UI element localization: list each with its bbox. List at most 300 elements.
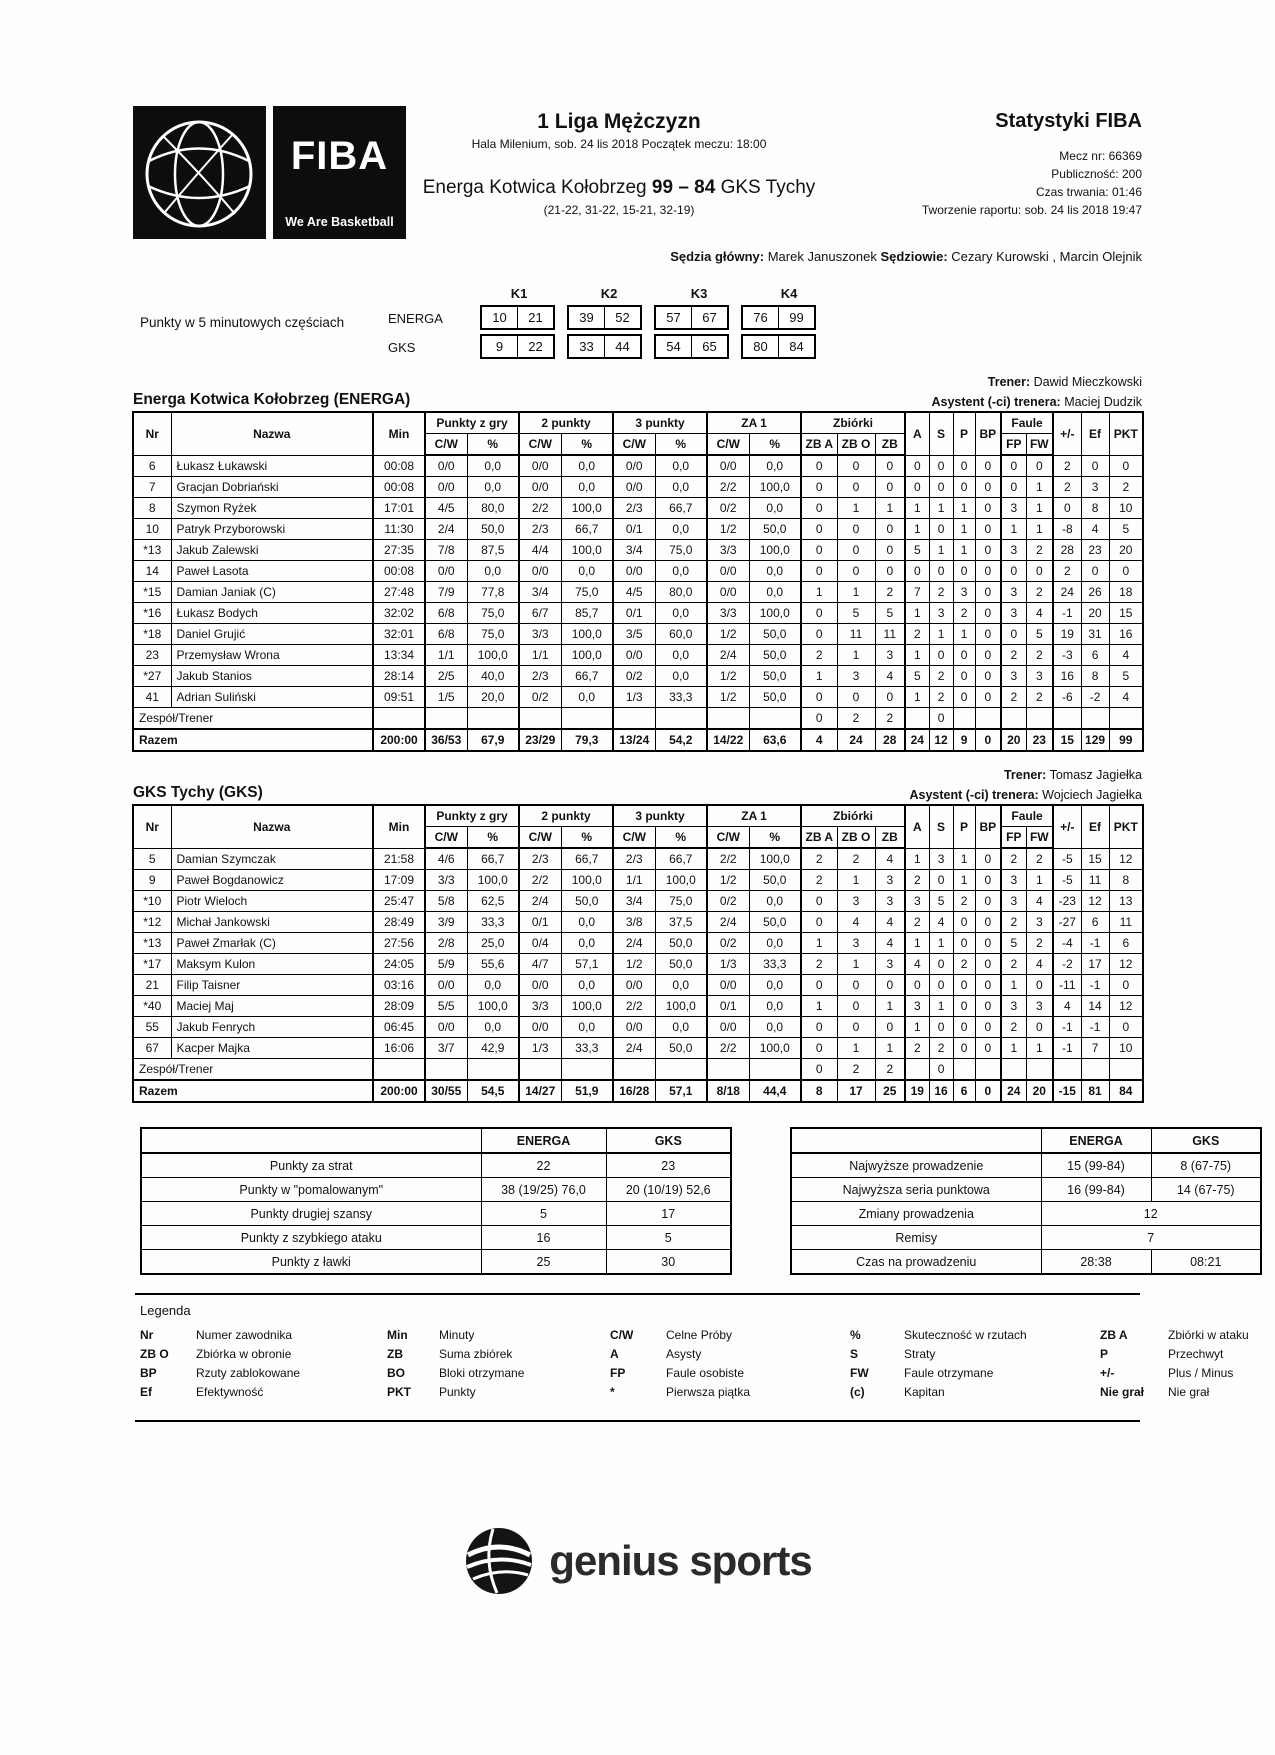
stat-ft: 2/2: [707, 477, 749, 498]
stat-steals: 0: [953, 1017, 975, 1038]
col-header-fouls-personal: FP: [1001, 827, 1026, 849]
stat-min: 13:34: [373, 645, 425, 666]
stat-min: 28:49: [373, 912, 425, 933]
stat-oreb: 0: [801, 912, 837, 933]
team-oreb: 0: [801, 1059, 837, 1081]
stat-steals: 3: [953, 582, 975, 603]
league-title: 1 Liga Mężczyzn: [537, 110, 701, 133]
legend-term: P: [1100, 1347, 1109, 1361]
stat-ft-pct: 0,0: [749, 498, 801, 519]
stat-ft-pct: 0,0: [749, 891, 801, 912]
stat-treb: 4: [875, 666, 905, 687]
quarter-score-rows: [388, 305, 840, 359]
stat-fg: 0/0: [425, 455, 467, 477]
stat-treb: 3: [875, 870, 905, 891]
player-name: Damian Szymczak: [171, 848, 373, 870]
team-row-label: Zespół/Trener: [133, 708, 373, 730]
fiba-wordmark-logo: [273, 106, 406, 239]
stat-fg: 0/0: [425, 1017, 467, 1038]
main-referee-name: Marek Januszonek: [767, 249, 877, 264]
genius-sports-logo: [0, 1525, 1275, 1597]
col-header-tot-reb: ZB: [875, 827, 905, 849]
totals-fg-pct: 54,5: [467, 1080, 519, 1102]
legend-term: ZB O: [140, 1347, 169, 1361]
stat-points: 16: [1109, 624, 1143, 645]
col-header-def-reb: ZB O: [837, 827, 875, 849]
player-name: Łukasz Łukawski: [171, 455, 373, 477]
stat-efficiency: 4: [1081, 519, 1109, 540]
summary-row: [791, 1202, 1261, 1226]
stat-turnovers: 3: [929, 603, 953, 624]
stat-steals: 0: [953, 975, 975, 996]
col-header-plusminus: +/-: [1053, 805, 1081, 848]
stat-treb: 0: [875, 519, 905, 540]
legend-definition: Faule osobiste: [666, 1366, 745, 1380]
stat-ft-pct: 100,0: [749, 848, 801, 870]
stat-fouls-personal: 2: [1001, 687, 1026, 708]
stat-fg-pct: 40,0: [467, 666, 519, 687]
stat-3pt-pct: 0,0: [655, 603, 707, 624]
player-number: *15: [133, 582, 171, 603]
stat-steals: 0: [953, 477, 975, 498]
stat-turnovers: 4: [929, 912, 953, 933]
stat-treb: 0: [875, 477, 905, 498]
col-header-pct: %: [655, 434, 707, 456]
stat-assists: 1: [905, 645, 929, 666]
col-header-made-att: C/W: [613, 827, 655, 849]
score-cell: 22: [517, 336, 553, 357]
stat-ft: 0/0: [707, 1017, 749, 1038]
stat-ft: 1/2: [707, 624, 749, 645]
stat-turnovers: 1: [929, 996, 953, 1017]
stat-3pt-pct: 100,0: [655, 870, 707, 891]
home-team-name: Energa Kotwica Kołobrzeg: [422, 177, 647, 198]
quarter-scores-label: Punkty w 5 minutowych częściach: [140, 315, 345, 330]
player-row: [133, 645, 1143, 666]
player-row: [133, 912, 1143, 933]
stat-blocks: 0: [975, 582, 1001, 603]
legend-term: Nie grał: [1100, 1385, 1145, 1399]
stat-3pt: 0/0: [613, 645, 655, 666]
stat-efficiency: 3: [1081, 477, 1109, 498]
totals-fouls-personal: 20: [1001, 729, 1026, 751]
col-header-steals: P: [953, 805, 975, 848]
stat-ft: 0/0: [707, 975, 749, 996]
stat-efficiency: 17: [1081, 954, 1109, 975]
col-header-turnovers: S: [929, 412, 953, 455]
stat-3pt: 0/0: [613, 477, 655, 498]
stat-3pt-pct: 0,0: [655, 645, 707, 666]
stat-efficiency: 0: [1081, 561, 1109, 582]
legend-definition: Nie grał: [1168, 1385, 1210, 1399]
stat-oreb: 1: [801, 666, 837, 687]
stat-fouls-drawn: 2: [1026, 848, 1053, 870]
stat-ft: 1/2: [707, 666, 749, 687]
player-name: Piotr Wieloch: [171, 891, 373, 912]
stat-2pt-pct: 0,0: [561, 477, 613, 498]
stat-3pt-pct: 0,0: [655, 561, 707, 582]
stat-min: 00:08: [373, 477, 425, 498]
totals-ft-pct: 63,6: [749, 729, 801, 751]
player-name: Jakub Fenrych: [171, 1017, 373, 1038]
col-header-plusminus: +/-: [1053, 412, 1081, 455]
stat-ft: 3/3: [707, 540, 749, 561]
stat-efficiency: 14: [1081, 996, 1109, 1017]
stat-turnovers: 0: [929, 954, 953, 975]
stat-dreb: 5: [837, 603, 875, 624]
stat-fouls-drawn: 1: [1026, 519, 1053, 540]
stat-3pt: 2/3: [613, 498, 655, 519]
col-group-3pt: 3 punkty: [613, 805, 707, 827]
stat-fouls-drawn: 0: [1026, 975, 1053, 996]
totals-2pt-pct: 79,3: [561, 729, 613, 751]
totals-steals: 9: [953, 729, 975, 751]
stat-fouls-personal: 3: [1001, 870, 1026, 891]
totals-min: 200:00: [373, 729, 425, 751]
stat-assists: 0: [905, 477, 929, 498]
stat-fg: 6/8: [425, 624, 467, 645]
stat-blocks: 0: [975, 455, 1001, 477]
player-number: 41: [133, 687, 171, 708]
col-group-rebounds: Zbiórki: [801, 412, 905, 434]
col-header-name: Nazwa: [171, 805, 373, 848]
totals-points: 84: [1109, 1080, 1143, 1102]
stat-2pt: 2/4: [519, 891, 561, 912]
stat-oreb: 2: [801, 848, 837, 870]
stat-fouls-personal: 1: [1001, 519, 1026, 540]
stat-assists: 2: [905, 624, 929, 645]
stat-2pt: 3/4: [519, 582, 561, 603]
stat-turnovers: 1: [929, 498, 953, 519]
stat-dreb: 2: [837, 848, 875, 870]
legend-term: Min: [387, 1328, 408, 1342]
stat-3pt-pct: 0,0: [655, 455, 707, 477]
stat-plusminus: 2: [1053, 477, 1081, 498]
summary-col-gks: GKS: [1151, 1128, 1261, 1153]
summary-value: 23: [606, 1153, 731, 1178]
stat-2pt: 6/7: [519, 603, 561, 624]
stat-oreb: 1: [801, 933, 837, 954]
stat-treb: 0: [875, 687, 905, 708]
stat-oreb: 0: [801, 975, 837, 996]
stat-points: 10: [1109, 1038, 1143, 1059]
legend-grid: [140, 1326, 1249, 1402]
stat-3pt: 2/3: [613, 848, 655, 870]
stat-oreb: 0: [801, 891, 837, 912]
score-cell: 9: [495, 339, 504, 354]
stat-2pt-pct: 100,0: [561, 498, 613, 519]
stat-fg-pct: 77,8: [467, 582, 519, 603]
player-name: Gracjan Dobriański: [171, 477, 373, 498]
totals-oreb: 4: [801, 729, 837, 751]
referees-label: Sędziowie:: [880, 249, 948, 264]
stat-3pt: 4/5: [613, 582, 655, 603]
stat-treb: 2: [875, 582, 905, 603]
stat-efficiency: 12: [1081, 891, 1109, 912]
stat-assists: 1: [905, 848, 929, 870]
stat-efficiency: 0: [1081, 455, 1109, 477]
legend-definition: Punkty: [439, 1385, 476, 1399]
col-header-steals: P: [953, 412, 975, 455]
stat-fouls-drawn: 1: [1026, 477, 1053, 498]
legend-definition: Pierwsza piątka: [666, 1385, 751, 1399]
stat-plusminus: 4: [1053, 996, 1081, 1017]
stat-2pt-pct: 0,0: [561, 933, 613, 954]
stat-treb: 4: [875, 912, 905, 933]
stat-fouls-personal: 2: [1001, 912, 1026, 933]
points-summary-table: [140, 1127, 732, 1275]
stat-points: 0: [1109, 1017, 1143, 1038]
stat-3pt-pct: 0,0: [655, 477, 707, 498]
legend-term: FW: [850, 1366, 869, 1380]
stat-treb: 4: [875, 933, 905, 954]
stat-ft-pct: 50,0: [749, 687, 801, 708]
totals-oreb: 8: [801, 1080, 837, 1102]
stat-fg-pct: 75,0: [467, 603, 519, 624]
player-row: [133, 975, 1143, 996]
player-row: [133, 519, 1143, 540]
period-score-box: [741, 334, 816, 359]
summary-label: Punkty z szybkiego ataku: [141, 1226, 481, 1250]
totals-assists: 19: [905, 1080, 929, 1102]
period-score-box: [480, 334, 555, 359]
legend-title: Legenda: [140, 1303, 191, 1318]
stat-ft-pct: 50,0: [749, 870, 801, 891]
stat-treb: 1: [875, 1038, 905, 1059]
stat-3pt-pct: 37,5: [655, 912, 707, 933]
player-name: Adrian Suliński: [171, 687, 373, 708]
player-name: Jakub Stanios: [171, 666, 373, 687]
coach-line-gks: [0, 768, 1142, 782]
duration: Czas trwania: 01:46: [1035, 185, 1142, 199]
stat-fg-pct: 100,0: [467, 996, 519, 1017]
stat-fouls-drawn: 3: [1026, 996, 1053, 1017]
stat-ft: 1/2: [707, 870, 749, 891]
stat-2pt-pct: 100,0: [561, 996, 613, 1017]
stat-fg: 1/1: [425, 645, 467, 666]
stat-treb: 3: [875, 891, 905, 912]
player-number: *17: [133, 954, 171, 975]
stat-turnovers: 2: [929, 582, 953, 603]
stat-plusminus: 2: [1053, 455, 1081, 477]
player-name: Paweł Lasota: [171, 561, 373, 582]
totals-fg: 30/55: [425, 1080, 467, 1102]
totals-fouls-drawn: 20: [1026, 1080, 1053, 1102]
col-header-made-att: C/W: [425, 434, 467, 456]
stat-ft: 2/4: [707, 645, 749, 666]
stat-fouls-drawn: 1: [1026, 870, 1053, 891]
stat-fg: 1/5: [425, 687, 467, 708]
col-header-made-att: C/W: [707, 827, 749, 849]
legend-term: (c): [850, 1385, 865, 1399]
stat-turnovers: 0: [929, 477, 953, 498]
legend-definition: Numer zawodnika: [196, 1328, 293, 1342]
stat-fouls-drawn: 2: [1026, 687, 1053, 708]
stat-plusminus: -1: [1053, 1038, 1081, 1059]
stat-treb: 0: [875, 1017, 905, 1038]
stat-3pt: 1/2: [613, 954, 655, 975]
stat-points: 12: [1109, 848, 1143, 870]
score-cell: 52: [604, 307, 640, 328]
player-number: 21: [133, 975, 171, 996]
stat-dreb: 1: [837, 870, 875, 891]
score-cell: 21: [517, 307, 553, 328]
score-cell: 65: [691, 336, 727, 357]
totals-assists: 24: [905, 729, 929, 751]
stat-3pt-pct: 66,7: [655, 848, 707, 870]
stat-2pt: 2/2: [519, 498, 561, 519]
stat-ft: 1/3: [707, 954, 749, 975]
col-header-assists: A: [905, 805, 929, 848]
player-row: [133, 666, 1143, 687]
stat-steals: 2: [953, 954, 975, 975]
col-group-fg: Punkty z gry: [425, 805, 519, 827]
player-name: Damian Janiak (C): [171, 582, 373, 603]
legend-term: *: [610, 1385, 615, 1399]
basketball-globe-icon: [133, 106, 266, 239]
stat-treb: 3: [875, 954, 905, 975]
summary-row: [141, 1178, 731, 1202]
stat-plusminus: -3: [1053, 645, 1081, 666]
summary-value: 08:21: [1151, 1250, 1261, 1275]
stat-blocks: 0: [975, 891, 1001, 912]
summary-value: 25: [481, 1250, 606, 1275]
stat-3pt: 0/1: [613, 603, 655, 624]
stat-fouls-drawn: 2: [1026, 540, 1053, 561]
player-row: [133, 624, 1143, 645]
stat-2pt-pct: 57,1: [561, 954, 613, 975]
stat-3pt-pct: 100,0: [655, 996, 707, 1017]
referees-names: Cezary Kurowski , Marcin Olejnik: [951, 249, 1142, 264]
stat-plusminus: 0: [1053, 498, 1081, 519]
player-row: [133, 1038, 1143, 1059]
stat-dreb: 0: [837, 975, 875, 996]
stat-ft-pct: 0,0: [749, 561, 801, 582]
stat-fouls-drawn: 1: [1026, 1038, 1053, 1059]
stat-fouls-drawn: 2: [1026, 645, 1053, 666]
player-row: [133, 561, 1143, 582]
stat-steals: 1: [953, 498, 975, 519]
stat-oreb: 0: [801, 624, 837, 645]
legend-definition: Kapitan: [904, 1385, 945, 1399]
score-cell: 54: [666, 339, 681, 354]
stat-blocks: 0: [975, 477, 1001, 498]
summary-value-shared: 12: [1041, 1202, 1261, 1226]
stat-plusminus: -23: [1053, 891, 1081, 912]
legend-term: +/-: [1100, 1366, 1115, 1380]
stat-turnovers: 0: [929, 1017, 953, 1038]
stat-turnovers: 0: [929, 645, 953, 666]
stat-fouls-personal: 1: [1001, 975, 1026, 996]
stat-ft: 2/2: [707, 848, 749, 870]
stat-fouls-drawn: 0: [1026, 561, 1053, 582]
legend-term: ZB: [387, 1347, 403, 1361]
player-number: 9: [133, 870, 171, 891]
player-number: *12: [133, 912, 171, 933]
stat-3pt: 0/0: [613, 561, 655, 582]
player-number: 10: [133, 519, 171, 540]
player-number: 6: [133, 455, 171, 477]
stat-min: 24:05: [373, 954, 425, 975]
stat-oreb: 1: [801, 996, 837, 1017]
stat-efficiency: 31: [1081, 624, 1109, 645]
col-header-made-att: C/W: [707, 434, 749, 456]
stat-fg: 5/9: [425, 954, 467, 975]
officials-line: [0, 249, 1142, 264]
totals-fouls-personal: 24: [1001, 1080, 1026, 1102]
player-name: Łukasz Bodych: [171, 603, 373, 624]
stat-efficiency: -1: [1081, 933, 1109, 954]
stat-blocks: 0: [975, 848, 1001, 870]
stat-turnovers: 1: [929, 933, 953, 954]
stat-assists: 3: [905, 891, 929, 912]
totals-dreb: 17: [837, 1080, 875, 1102]
attendance: Publiczność: 200: [1051, 167, 1142, 181]
stat-turnovers: 0: [929, 519, 953, 540]
stat-blocks: 0: [975, 666, 1001, 687]
score-cell: 33: [579, 339, 594, 354]
stat-steals: 0: [953, 666, 975, 687]
stat-ft-pct: 0,0: [749, 582, 801, 603]
stat-ft: 1/2: [707, 519, 749, 540]
stat-points: 20: [1109, 540, 1143, 561]
stat-dreb: 3: [837, 666, 875, 687]
col-group-fg: Punkty z gry: [425, 412, 519, 434]
player-row: [133, 477, 1143, 498]
stat-ft: 0/0: [707, 455, 749, 477]
legend-definition: Bloki otrzymane: [439, 1366, 525, 1380]
stat-assists: 0: [905, 455, 929, 477]
stat-3pt-pct: 33,3: [655, 687, 707, 708]
stat-fouls-personal: 0: [1001, 455, 1026, 477]
stat-2pt: 0/0: [519, 561, 561, 582]
stat-fouls-personal: 3: [1001, 666, 1026, 687]
team-title-energa: Energa Kotwica Kołobrzeg (ENERGA): [133, 391, 411, 408]
stat-turnovers: 1: [929, 540, 953, 561]
player-name: Patryk Przyborowski: [171, 519, 373, 540]
totals-3pt-pct: 54,2: [655, 729, 707, 751]
legend-term: ZB A: [1100, 1328, 1128, 1342]
stat-steals: 1: [953, 540, 975, 561]
stat-fouls-drawn: 3: [1026, 912, 1053, 933]
coach-label: Trener:: [987, 375, 1031, 389]
summary-value: 22: [481, 1153, 606, 1178]
stat-turnovers: 0: [929, 561, 953, 582]
period-score-box: [741, 305, 816, 330]
stat-3pt: 3/8: [613, 912, 655, 933]
col-header-off-reb: ZB A: [801, 434, 837, 456]
stat-fg: 4/6: [425, 848, 467, 870]
stat-dreb: 1: [837, 954, 875, 975]
score-cell: 80: [753, 339, 768, 354]
legend-term: C/W: [610, 1328, 634, 1342]
stat-ft: 1/2: [707, 687, 749, 708]
stat-fg-pct: 0,0: [467, 455, 519, 477]
stat-oreb: 0: [801, 603, 837, 624]
player-row: [133, 687, 1143, 708]
stat-blocks: 0: [975, 603, 1001, 624]
totals-dreb: 24: [837, 729, 875, 751]
stat-assists: 5: [905, 540, 929, 561]
coach-name: Dawid Mieczkowski: [1033, 375, 1142, 389]
stat-fouls-personal: 3: [1001, 540, 1026, 561]
box-score-table-gks: [132, 804, 1144, 1103]
player-name: Kacper Majka: [171, 1038, 373, 1059]
summary-value: 38 (19/25) 76,0: [481, 1178, 606, 1202]
stat-dreb: 0: [837, 687, 875, 708]
stat-ft: 2/4: [707, 912, 749, 933]
stat-steals: 0: [953, 561, 975, 582]
